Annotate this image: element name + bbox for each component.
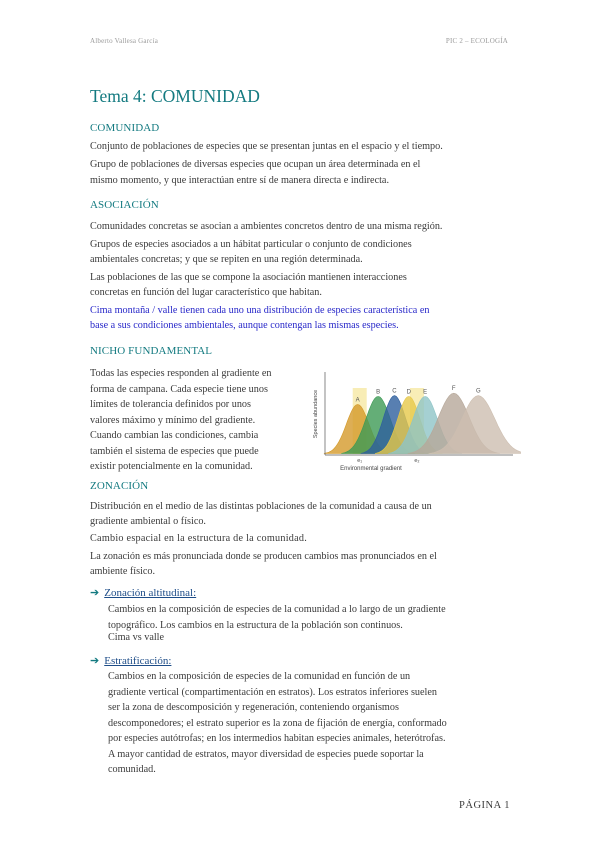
altitudinal-text (108, 602, 518, 646)
comunidad-p2b: mismo momento, y que interactúan entre sí de manera directa e indirecta. (90, 175, 389, 186)
estratificacion-line: por especies autótrofas; en los intermedios habitan especies animales, heterótrofas. (108, 733, 446, 744)
zonacion-p1b: gradiente ambiental o físico. (90, 516, 206, 527)
asociacion-p4b: base a sus condiciones ambientales, aunque contengan las mismas especies. (90, 320, 399, 331)
arrow-right-icon: ➔ (90, 655, 100, 667)
species-label-c: C (392, 388, 397, 395)
y-axis-label: Species abundance (313, 389, 319, 439)
species-label-f: F (451, 386, 456, 393)
header-course: PIC 2 – ECOLOGÍA (445, 37, 508, 45)
zonacion-p3b: ambiente físico. (90, 566, 156, 577)
nicho-line: forma de campana. Cada especie tiene unos (90, 383, 268, 395)
estratificacion-line: comunidad. (108, 764, 156, 775)
zonacion-p2: Cambio espacial en la estructura de la comunidad. (90, 533, 308, 544)
asociacion-p1: Comunidades concretas se asocian a ambientes concretos dentro de una misma región. (90, 221, 443, 232)
altitudinal-line: Cambios en la composición de especies de la comunidad a lo largo de un gradiente (108, 604, 446, 615)
estratificacion-line: descomponedores; el estrato superior es la zona de fijación de energía, conformado (108, 717, 447, 729)
heading-asociacion: ASOCIACIÓN (90, 199, 159, 211)
arrow-right-icon: ➔ (90, 587, 100, 599)
x-axis-label: Environmental gradient (340, 466, 402, 472)
comunidad-p1: Conjunto de poblaciones de especies que se presentan juntas en el espacio y el tiempo. (90, 141, 443, 152)
heading-altitudinal (90, 586, 196, 599)
nicho-line: Todas las especies responden al gradiente en (90, 368, 272, 379)
page-title: Tema 4: COMUNIDAD (90, 86, 260, 106)
comunidad-p2a: Grupo de poblaciones de diversas especies que ocupan un área determinada en el (90, 159, 421, 170)
asociacion-p4a: Cima montaña / valle tienen cada uno una distribución de especies característica en (90, 305, 430, 316)
nicho-line: límites de tolerancia definidos por unos (90, 399, 251, 410)
heading-comunidad: COMUNIDAD (90, 122, 160, 134)
asociacion-p2b: ambientales concretas; y que se repiten en una región determinada. (90, 254, 363, 265)
nicho-line: existir potencialmente en la comunidad. (90, 461, 253, 472)
nicho-line: Cuando cambian las condiciones, cambia (90, 430, 259, 441)
altitudinal-line: Cima vs valle (108, 632, 165, 643)
asociacion-p3a: Las poblaciones de las que se compone la asociación mantienen interacciones (90, 272, 407, 283)
heading-estratificacion (90, 654, 171, 667)
estratificacion-line: Cambios en la composición de especies de la comunidad en función de un (108, 671, 411, 682)
species-label-g: G (475, 388, 481, 395)
zonacion-p1a: Distribución en el medio de las distintas poblaciones de la comunidad a causa de un (90, 501, 432, 512)
gradient-marker-label-1: e₁ (357, 458, 363, 464)
species-label-b: B (376, 389, 381, 396)
header-author: Alberto Vallesa García (90, 37, 159, 45)
zonacion-p3a: La zonación es más pronunciada donde se producen cambios mas pronunciados en el (90, 551, 437, 562)
heading-zonacion: ZONACIÓN (90, 480, 149, 492)
asociacion-p2a: Grupos de especies asociados a un hábitat particular o conjunto de condiciones (90, 239, 412, 250)
page-number: PÁGINA 1 (459, 800, 510, 811)
species-label-a: A (355, 397, 360, 404)
gradient-marker-label-2: e₂ (414, 458, 420, 464)
nicho-line: también el sistema de especies que puede (90, 445, 259, 457)
nicho-line: valores máximo y mínimo del gradiente. (90, 414, 256, 426)
estratificacion-line: ser la zona de descomposición y regeneración, conteniendo organismos (108, 702, 399, 713)
estratificacion-label: Estratificación: (104, 655, 172, 667)
species-abundance-chart (311, 366, 521, 474)
heading-nicho: NICHO FUNDAMENTAL (90, 345, 213, 357)
nicho-text (90, 366, 310, 475)
estratificacion-line: gradiente vertical (compartimentación en estratos). Los estratos inferiores suelen (108, 686, 437, 698)
species-label-d: D (406, 389, 411, 396)
estratificacion-line: A mayor cantidad de estratos, mayor diversidad de especies puede soportar la (108, 748, 424, 760)
altitudinal-line: topográfico. Los cambios en la estructura de la población son continuos. (108, 619, 403, 631)
species-label-e: E (423, 389, 428, 396)
estratificacion-text (108, 669, 518, 778)
asociacion-p3b: concretas en función del lugar característico que habitan. (90, 287, 322, 298)
altitudinal-label: Zonación altitudinal: (104, 587, 197, 599)
